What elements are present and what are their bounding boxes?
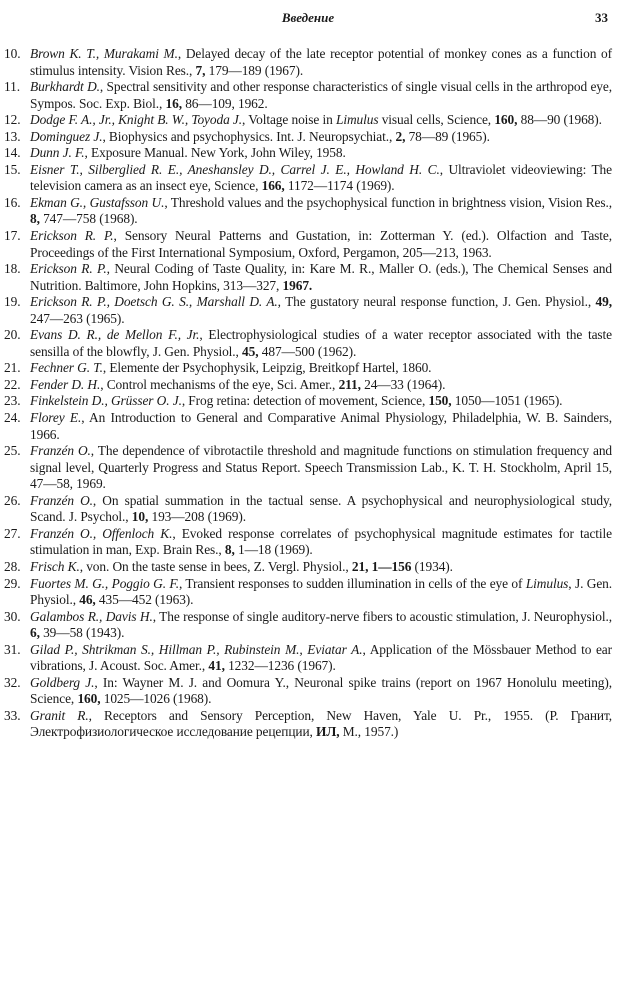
reference-entry [4,112,612,129]
reference-entry [4,410,612,443]
reference-entry [4,443,612,493]
reference-text: 88—90 (1968). [517,112,602,128]
reference-list [4,46,612,741]
reference-text: , Evoked response correlates of psychophysical magnitude estimates for tactile stimulation in man, Exp. Brain Res., [30,525,612,558]
reference-text: , Biophysics and psychophysics. Int. J. Neuropsychiat., [102,128,396,144]
reference-text: 86—109, 1962. [181,95,268,111]
reference-text: 247—263 (1965). [30,310,125,326]
reference-text: , The gustatory neural response function, J. Gen. Physiol., [277,294,596,310]
reference-text: , In: Wayner M. J. and Oomura Y., Neuronal spike trains (report on 1967 Honolulu meeting), Science, [30,674,612,707]
reference-volume: 46, [79,592,96,608]
reference-authors: Franzén O. [30,443,91,459]
reference-authors: Brown K. T., Murakami M. [30,46,178,61]
reference-number: 19. [4,294,21,310]
reference-volume: 41, [208,658,225,674]
reference-text: , Exposure Manual. New York, John Wiley, 1958. [84,145,346,161]
reference-entry [4,79,612,112]
reference-text: (1934). [411,558,453,574]
reference-volume: 166, [261,178,285,194]
reference-text: , The dependence of vibrotactile threshold and magnitude functions on stimulation frequency and signal level, Quarterly Progress and Status Report. Speech Transmission Lab., K. T. H. Stockholm, April 15, 47—58, 1969. [30,443,613,492]
reference-entry [4,327,612,360]
reference-entry [4,675,612,708]
reference-entry [4,642,612,675]
reference-volume: 16, [165,95,182,111]
reference-number: 26. [4,492,21,508]
reference-entry [4,559,612,576]
reference-entry [4,162,612,195]
reference-volume: 1967. [282,277,313,293]
reference-entry [4,261,612,294]
reference-number: 20. [4,327,21,343]
reference-volume: 21, [351,558,369,574]
reference-text: 1050—1051 (1965). [451,393,563,409]
reference-number: 27. [4,525,21,541]
reference-number: 33. [4,707,21,723]
reference-entry [4,46,612,79]
reference-text: , Elemente der Psychophysik, Leipzig, Breitkopf Hartel, 1860. [102,360,432,376]
reference-number: 13. [4,128,21,144]
reference-number: 12. [4,112,21,128]
reference-number: 30. [4,608,21,624]
reference-number: 32. [4,674,21,690]
reference-text: , Transient responses to sudden illumination in cells of the eye of [178,575,526,591]
reference-entry [4,493,612,526]
reference-authors: Burkhardt D. [30,79,100,95]
reference-authors: Dodge F. A., Jr., Knight B. W., Toyoda J. [30,112,243,128]
reference-entry [4,228,612,261]
reference-text: , Application of the Mössbauer Method to ear vibrations, J. Acoust. Soc. Amer., [30,641,613,674]
reference-text: 1232—1236 (1967). [224,658,336,674]
reference-authors: Florey E. [30,410,82,426]
reference-emphasis: Limulus [335,112,379,128]
reference-number: 11. [4,79,20,95]
reference-volume: 8, [30,211,40,227]
reference-text: 179—189 (1967). [205,62,304,78]
reference-authors: Ekman G., Gustafsson U. [30,194,165,210]
reference-text: , Frog retina: detection of movement, Science, [181,393,429,409]
reference-authors: Finkelstein D., Grüsser O. J. [30,393,182,409]
reference-authors: Goldberg J. [30,674,95,690]
reference-authors: Eisner T., Silberglied R. E., Aneshansley D., Carrel J. E., Howland H. C. [30,161,440,177]
reference-text: 1172—1174 (1969). [284,178,395,194]
reference-text: , Receptors and Sensory Perception, New Haven, Yale U. Pr., 1955. (Р. Гранит, Электрофизиологическое исследование рецепции, [30,707,612,740]
reference-authors: Frisch K. [30,558,80,574]
reference-volume: 49, [595,294,612,310]
reference-text: 24—33 (1964). [360,376,446,392]
reference-text: 1025—1026 (1968). [100,691,212,707]
reference-volume: 1—156 [371,558,412,574]
reference-number: 14. [4,145,21,161]
reference-number: 24. [4,410,21,426]
page-number: 33 [595,10,608,25]
running-title: Введение [281,10,335,25]
reference-authors: Fuortes M. G., Poggio G. F. [30,575,179,591]
reference-text: , Voltage noise in [242,112,336,128]
reference-text: 435—452 (1963). [95,592,194,608]
reference-volume: 7, [195,62,206,78]
reference-authors: Erickson R. P. [30,261,107,277]
reference-authors: Fechner G. T. [30,360,103,376]
reference-entry [4,360,612,377]
reference-text: , Control mechanisms of the eye, Sci. Amer., [100,376,339,392]
reference-text: , Sensory Neural Patterns and Gustation, in: Zotterman Y. (ed.). Olfaction and Taste, Proceedings of the First International Symposium, Oxford, Pergamon, 205—213, 1963. [30,228,612,260]
reference-entry [4,195,612,228]
reference-entry [4,377,612,394]
reference-text: , The response of single auditory-nerve fibers to acoustic stimulation, J. Neurophysiol., [152,608,612,624]
reference-volume: 6, [30,625,40,641]
reference-text: , Threshold values and the psychophysical function in brightness vision, Vision Res., [164,194,612,210]
reference-number: 28. [4,558,21,574]
reference-entry [4,609,612,642]
reference-entry [4,129,612,146]
reference-authors: Galambos R., Davis H. [30,608,153,624]
reference-authors: Dominguez J. [30,128,103,144]
reference-authors: Granit R. [30,707,89,723]
reference-text: , Neural Coding of Taste Quality, in: Kare M. R., Maller O. (eds.), The Chemical Senses and Nutrition. Baltimore, John Hopkins, 313—327, [30,261,612,293]
reference-authors: Dunn J. F. [30,145,85,161]
reference-entry [4,576,612,609]
reference-text: visual cells, Science, [378,112,495,128]
reference-authors: Fender D. H. [30,376,101,392]
reference-authors: Erickson R. P. [30,228,114,244]
reference-emphasis: Limulus [525,575,569,591]
reference-number: 22. [4,376,21,392]
reference-text: 193—208 (1969). [148,509,246,525]
reference-volume: 160, [494,112,518,128]
reference-entry [4,145,612,162]
reference-text: , Electrophysiological studies of a water receptor associated with the taste sensilla of the blowfly, J. Gen. Physiol., [30,327,612,359]
reference-text: М., 1957.) [339,724,399,740]
reference-volume: 8, [224,542,235,558]
reference-text: , Spectral sensitivity and other response characteristics of single visual cells in the arthropod eye, Sympos. Soc. Exp. Biol., [30,79,612,111]
reference-text: 747—758 (1968). [39,211,138,227]
reference-text: 78—89 (1965). [405,128,490,144]
reference-entry [4,294,612,327]
reference-text: , On spatial summation in the tactual sense. A psychophysical and neurophysiological study, Scand. J. Psychol., [30,492,612,525]
page-header [4,6,612,30]
reference-volume: 150, [428,393,452,409]
reference-number: 31. [4,641,21,657]
reference-number: 23. [4,393,21,409]
reference-authors: Franzén O. [30,492,93,508]
reference-number: 29. [4,575,21,591]
reference-text: , J. Gen. Physiol., [30,575,613,608]
reference-text: 487—500 (1962). [258,343,357,359]
reference-volume: 211, [338,376,361,392]
reference-number: 15. [4,161,21,177]
reference-authors: Franzén O., Offenloch K. [30,525,173,541]
reference-number: 17. [4,228,21,244]
reference-text: , Delayed decay of the late receptor potential of monkey cones as a function of stimulus intensity. Vision Res., [30,46,612,78]
reference-entry [4,526,612,559]
reference-authors: Gilad P., Shtrikman S., Hillman P., Rubinstein M., Eviatar A. [30,641,363,657]
reference-number: 25. [4,443,21,459]
reference-number: 21. [4,360,21,376]
reference-text: 1—18 (1969). [234,542,313,558]
reference-authors: Evans D. R., de Mellon F., Jr. [30,327,200,343]
reference-text: 39—58 (1943). [39,625,125,641]
reference-volume: 160, [77,691,101,707]
reference-text: , An Introduction to General and Comparative Animal Physiology, Philadelphia, W. B. Sainders, 1966. [30,410,612,442]
reference-volume: ИЛ, [316,724,340,740]
reference-entry [4,708,612,741]
reference-entry [4,393,612,410]
reference-number: 10. [4,46,21,61]
reference-volume: 10, [131,509,149,525]
reference-authors: Erickson R. P., Doetsch G. S., Marshall D. A. [30,294,278,310]
reference-number: 16. [4,194,21,210]
reference-text: , Ultraviolet videoviewing: The television camera as an insect eye, Science, [30,161,612,194]
reference-text: , von. On the taste sense in bees, Z. Vergl. Physiol., [79,558,352,574]
reference-volume: 2, [395,128,406,144]
reference-volume: 45, [242,343,259,359]
reference-number: 18. [4,261,21,277]
